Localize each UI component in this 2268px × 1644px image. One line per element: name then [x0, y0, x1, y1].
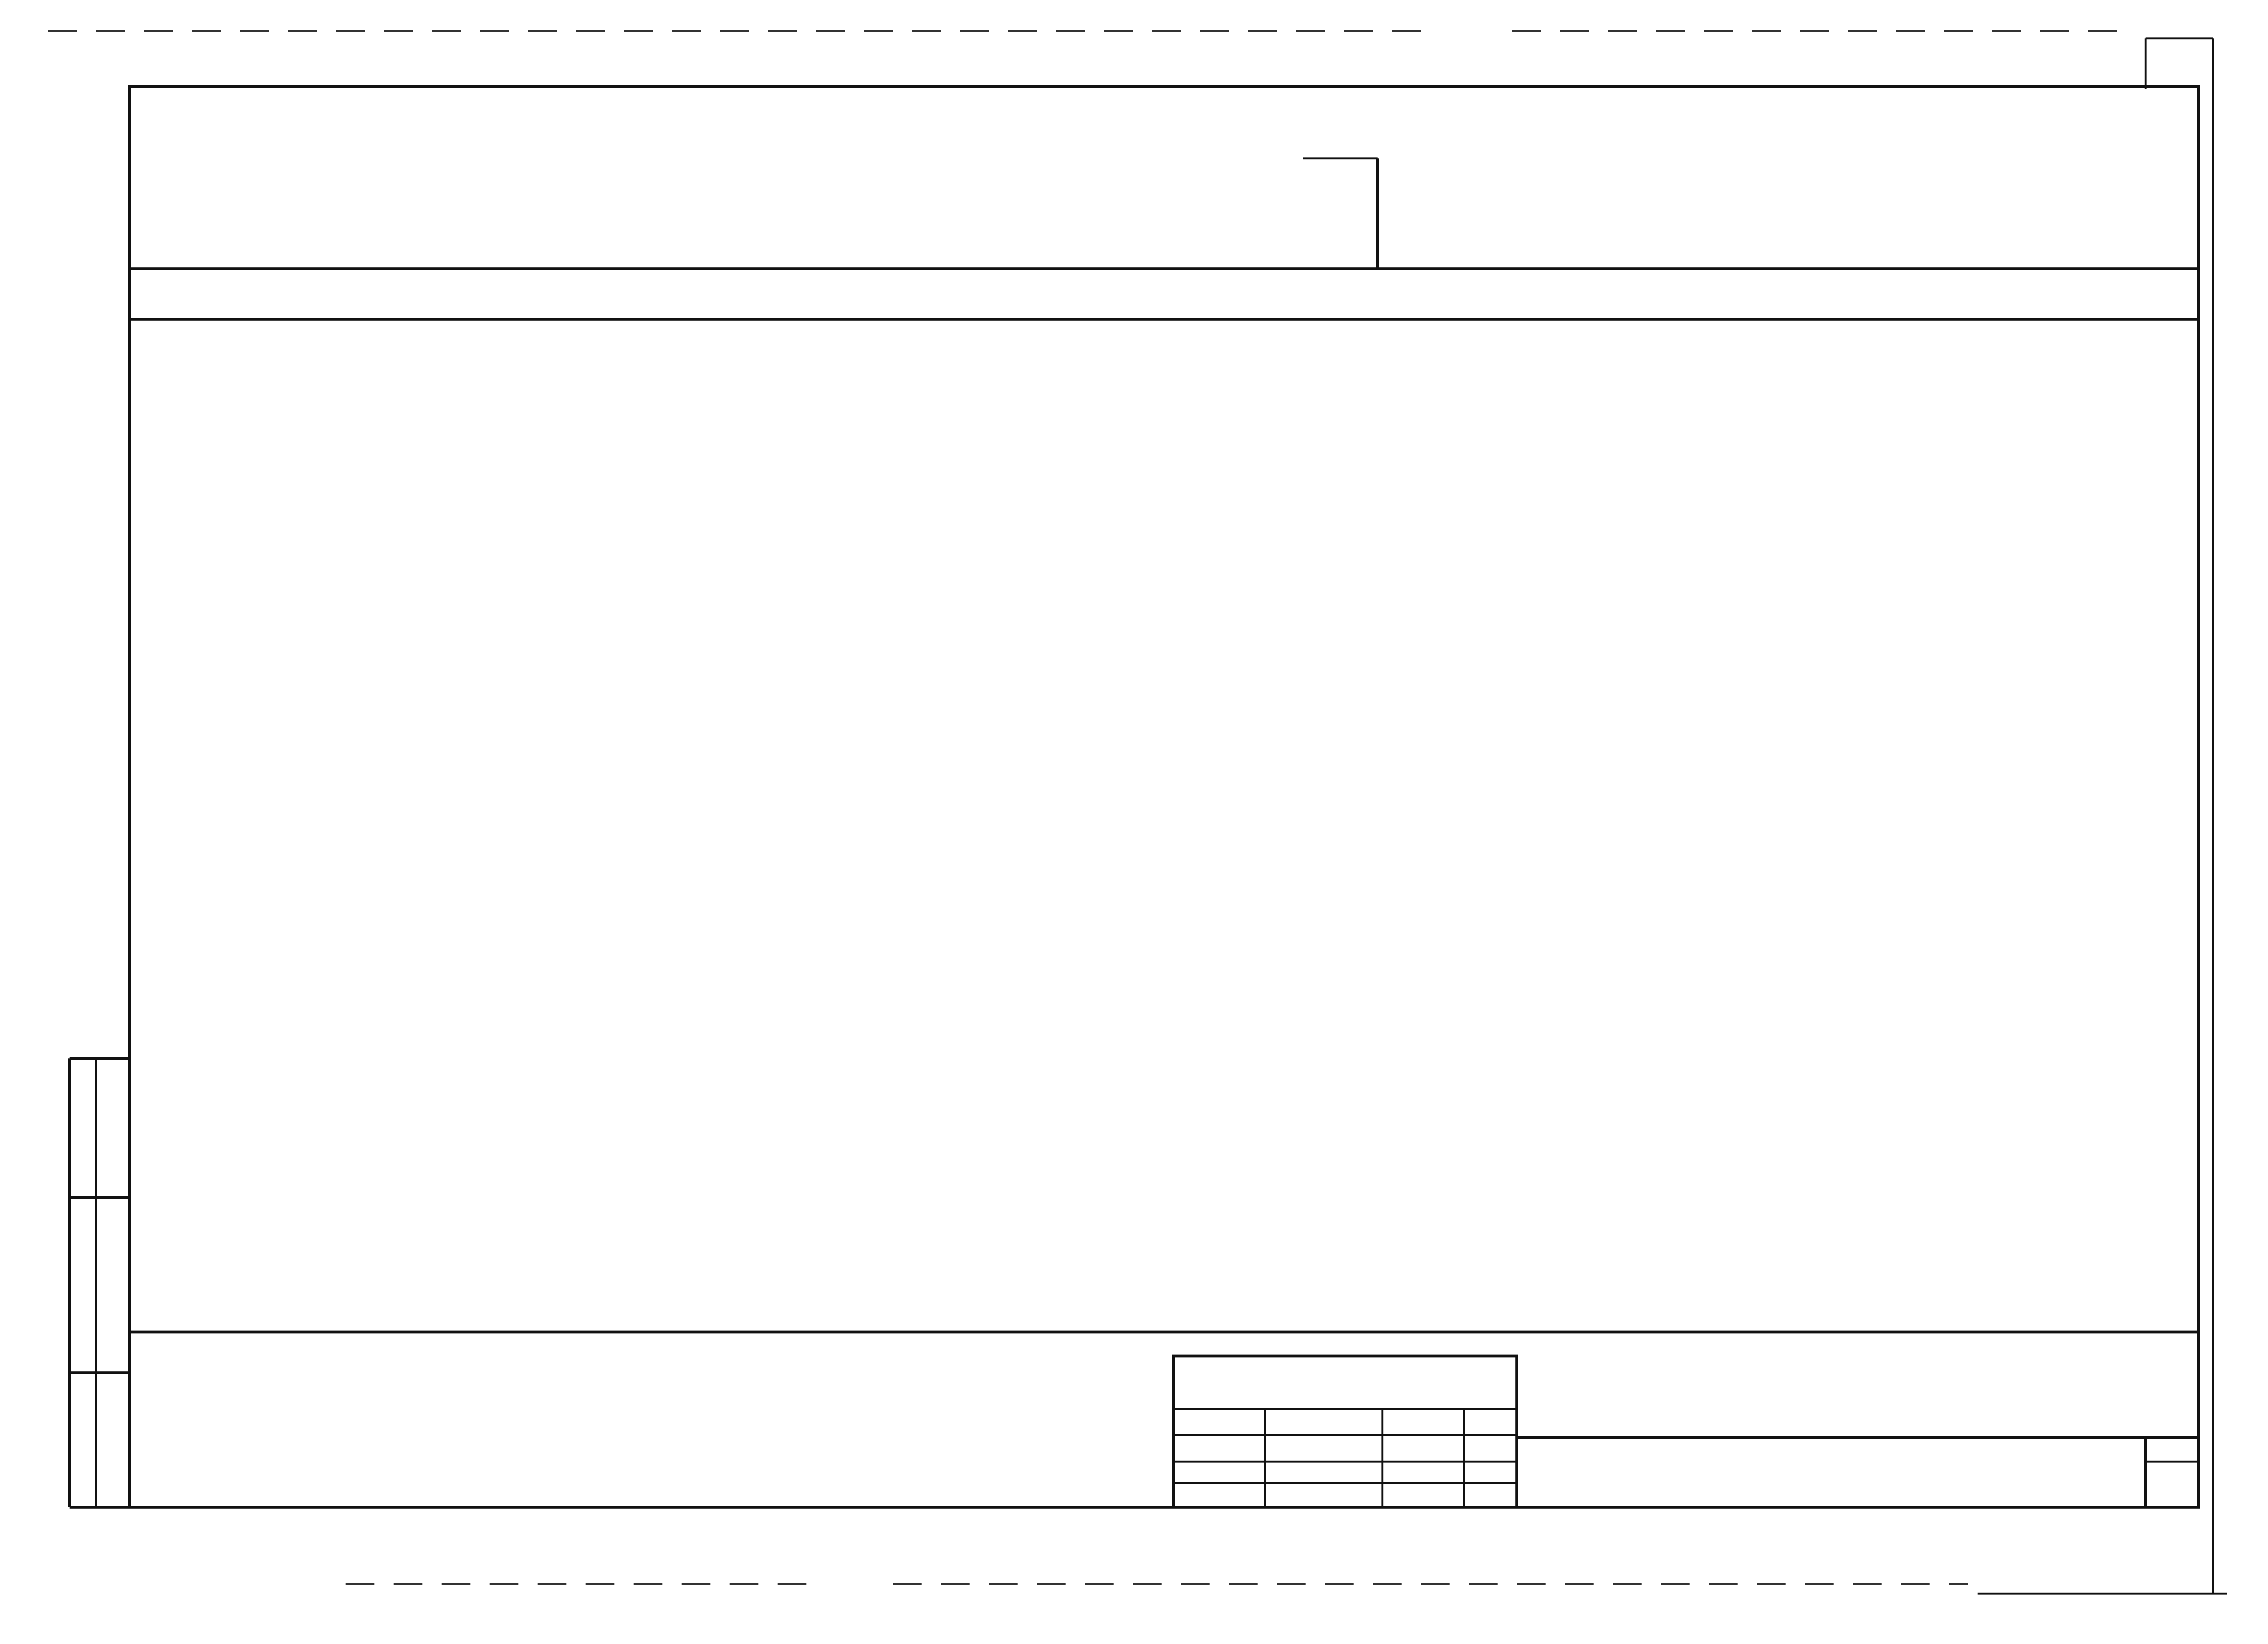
main-frame [130, 86, 2198, 1507]
title-block [130, 1332, 2198, 1507]
